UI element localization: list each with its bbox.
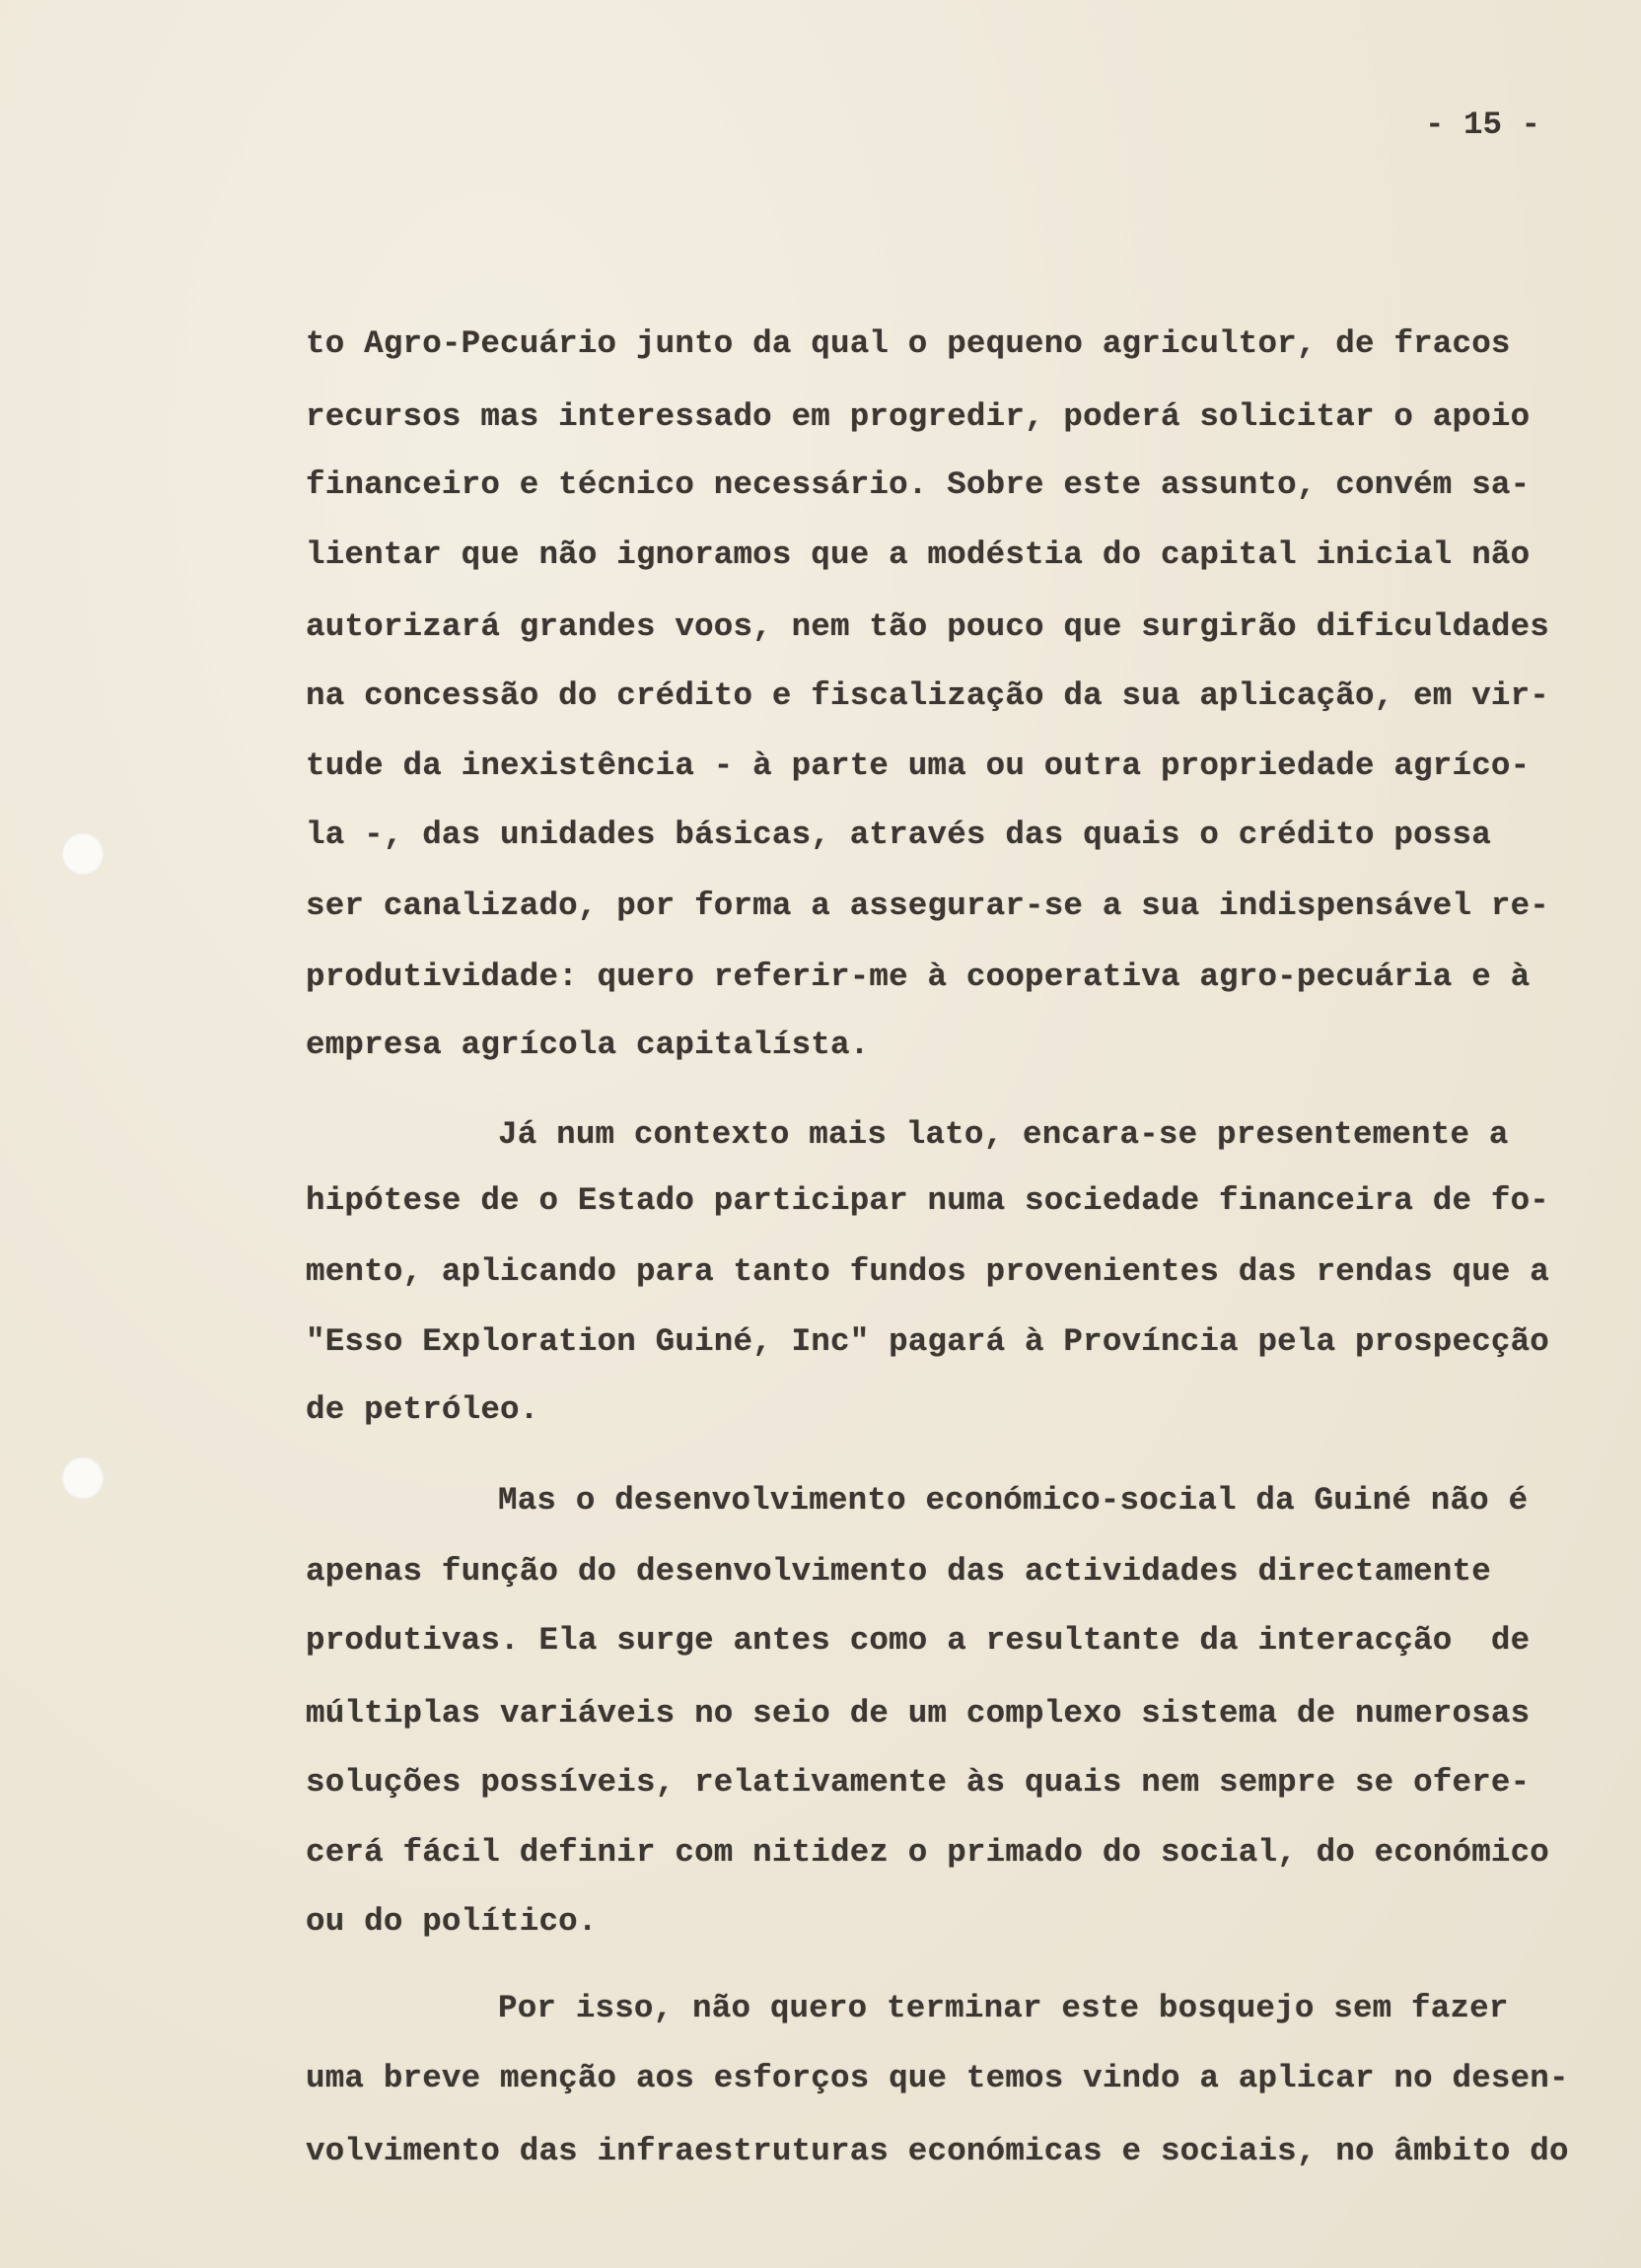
text-line: apenas função do desenvolvimento das actividades directamente [306,1553,1491,1590]
text-line: hipótese de o Estado participar numa sociedade financeira de fo- [306,1182,1550,1219]
text-line: financeiro e técnico necessário. Sobre este assunto, convém sa- [306,466,1531,503]
text-line: volvimento das infraestruturas económicas e sociais, no âmbito do [306,2133,1569,2169]
text-line: lientar que não ignoramos que a modéstia do capital inicial não [306,536,1531,573]
text-line: de petróleo. [306,1391,539,1428]
text-line: uma breve menção aos esforços que temos vindo a aplicar no desen- [306,2060,1569,2096]
text-line: recursos mas interessado em progredir, poderá solicitar o apoio [306,398,1531,435]
text-line: ou do político. [306,1903,598,1940]
text-line: tude da inexistência - à parte uma ou outra propriedade agríco- [306,747,1531,784]
text-line: múltiplas variáveis no seio de um complexo sistema de numerosas [306,1695,1531,1732]
text-line: "Esso Exploration Guiné, Inc" pagará à Província pela prospecção [306,1323,1550,1360]
punch-hole [61,1456,105,1500]
text-line: soluções possíveis, relativamente às quais nem sempre se ofere- [306,1764,1531,1801]
text-line: produtividade: quero referir-me à cooperativa agro-pecuária e à [306,958,1531,995]
page-number: - 15 - [1425,106,1541,143]
text-line: ser canalizado, por forma a assegurar-se a sua indispensável re- [306,887,1550,924]
text-line: mento, aplicando para tanto fundos provenientes das rendas que a [306,1253,1550,1290]
text-line: autorizará grandes voos, nem tão pouco que surgirão dificuldades [306,608,1550,645]
text-line: la -, das unidades básicas, através das quais o crédito possa [306,816,1491,853]
text-line: na concessão do crédito e fiscalização da sua aplicação, em vir- [306,677,1550,714]
text-line: produtivas. Ela surge antes como a resultante da interacção de [306,1622,1531,1659]
text-line: cerá fácil definir com nitidez o primado do social, do económico [306,1834,1550,1871]
text-line: Por isso, não quero terminar este bosquejo sem fazer [498,1990,1509,2026]
text-line: Mas o desenvolvimento económico-social da Guiné não é [498,1482,1529,1519]
text-line: Já num contexto mais lato, encara-se presentemente a [498,1116,1509,1153]
text-line: empresa agrícola capitalísta. [306,1027,870,1063]
text-line: to Agro-Pecuário junto da qual o pequeno agricultor, de fracos [306,325,1511,362]
punch-hole [61,832,105,876]
